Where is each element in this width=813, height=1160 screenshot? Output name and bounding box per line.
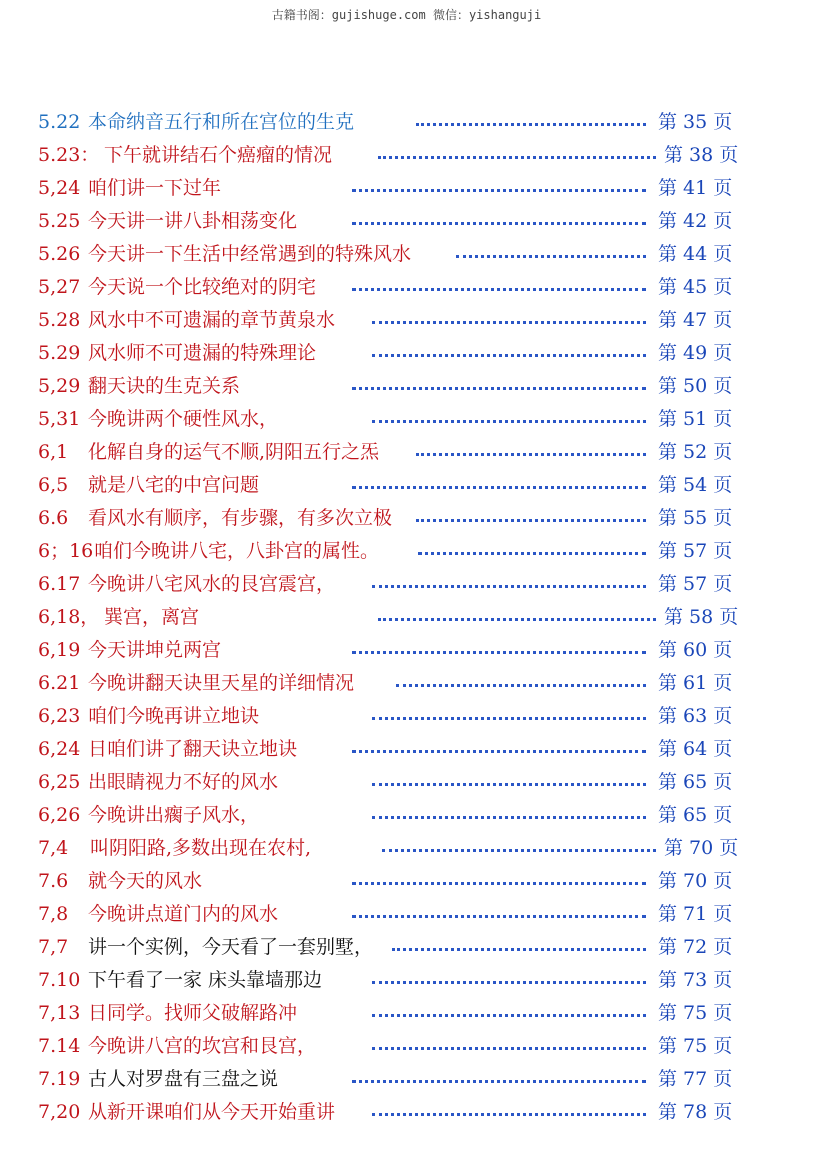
toc-entry[interactable]: [38, 1063, 798, 1096]
toc-entry-number: 7.14: [38, 1035, 81, 1057]
toc-entry-page: 第 51 页: [658, 408, 733, 430]
toc-entry-title: 今晚讲两个硬性风水，: [88, 408, 279, 430]
toc-entry-title: 今天讲一下生活中经常遇到的特殊风水: [88, 243, 412, 265]
table-of-contents: [38, 106, 798, 1129]
toc-entry-number: 6；16: [38, 540, 94, 562]
toc-entry-number: 5,27: [38, 276, 81, 298]
dot-leader: [378, 618, 656, 621]
toc-entry[interactable]: [38, 865, 798, 898]
toc-entry-title: 今天讲一讲八卦相荡变化: [88, 210, 298, 232]
toc-entry-number: 7,8: [38, 903, 69, 925]
toc-entry-title: 讲一个实例，今天看了一套别墅，: [88, 936, 374, 958]
toc-entry-title: 今晚讲点道门内的风水: [88, 903, 279, 925]
toc-entry-page: 第 70 页: [664, 837, 739, 859]
toc-entry-number: 6.6: [38, 507, 69, 529]
toc-entry-number: 6,25: [38, 771, 81, 793]
toc-entry[interactable]: [38, 832, 798, 865]
toc-entry-page: 第 65 页: [658, 804, 733, 826]
toc-entry-page: 第 75 页: [658, 1002, 733, 1024]
toc-entry-number: 7,13: [38, 1002, 81, 1024]
dot-leader: [372, 1014, 646, 1017]
toc-entry-page: 第 54 页: [658, 474, 733, 496]
toc-entry-title: 日咱们讲了翻天诀立地诀: [88, 738, 298, 760]
toc-entry[interactable]: [38, 766, 798, 799]
toc-entry-page: 第 58 页: [664, 606, 739, 628]
dot-leader: [396, 684, 646, 687]
toc-entry[interactable]: [38, 799, 798, 832]
toc-entry-page: 第 47 页: [658, 309, 733, 331]
dot-leader: [372, 585, 646, 588]
toc-entry-page: 第 73 页: [658, 969, 733, 991]
toc-entry-title: 风水师不可遗漏的特殊理论: [88, 342, 317, 364]
toc-entry[interactable]: [38, 370, 798, 403]
toc-entry-number: 5.26: [38, 243, 81, 265]
toc-entry-title: 看风水有顺序，有步骤，有多次立极: [88, 507, 393, 529]
toc-entry-page: 第 63 页: [658, 705, 733, 727]
toc-entry-title: 翻天诀的生克关系: [88, 375, 241, 397]
toc-entry-page: 第 50 页: [658, 375, 733, 397]
dot-leader: [382, 849, 656, 852]
dot-leader: [372, 717, 646, 720]
toc-entry-page: 第 44 页: [658, 243, 733, 265]
toc-entry-number: 6.17: [38, 573, 81, 595]
toc-entry-title: 下午就讲结石个癌瘤的情况: [104, 144, 333, 166]
dot-leader: [372, 981, 646, 984]
dot-leader: [372, 420, 646, 423]
toc-entry-number: 7,7: [38, 936, 69, 958]
toc-entry-number: 6,26: [38, 804, 81, 826]
toc-entry[interactable]: [38, 205, 798, 238]
toc-entry-page: 第 38 页: [664, 144, 739, 166]
toc-entry-title: 化解自身的运气不顺,阴阳五行之炁: [88, 441, 380, 463]
dot-leader: [352, 189, 646, 192]
toc-entry[interactable]: [38, 535, 798, 568]
page-header: 古籍书阁：gujishuge.com 微信：yishanguji: [271, 8, 542, 22]
toc-entry-title: 叫阴阳路,多数出现在农村,: [90, 837, 312, 859]
dot-leader: [352, 288, 646, 291]
toc-entry[interactable]: [38, 304, 798, 337]
toc-entry-page: 第 41 页: [658, 177, 733, 199]
toc-entry[interactable]: [38, 469, 798, 502]
toc-entry-page: 第 71 页: [658, 903, 733, 925]
dot-leader: [352, 915, 646, 918]
toc-entry[interactable]: [38, 733, 798, 766]
toc-entry-title: 今天说一个比较绝对的阴宅: [88, 276, 317, 298]
toc-entry-title: 从新开课咱们从今天开始重讲: [88, 1101, 336, 1123]
toc-entry[interactable]: [38, 172, 798, 205]
toc-entry-number: 6.21: [38, 672, 81, 694]
toc-entry[interactable]: [38, 337, 798, 370]
toc-entry-page: 第 65 页: [658, 771, 733, 793]
toc-entry-title: 咱们讲一下过年: [88, 177, 222, 199]
toc-entry[interactable]: [38, 436, 798, 469]
toc-entry-number: 6,24: [38, 738, 81, 760]
dot-leader: [352, 222, 646, 225]
toc-entry[interactable]: [38, 1096, 798, 1129]
toc-entry[interactable]: [38, 898, 798, 931]
toc-entry-page: 第 42 页: [658, 210, 733, 232]
toc-entry-page: 第 55 页: [658, 507, 733, 529]
dot-leader: [372, 321, 646, 324]
toc-entry[interactable]: [38, 238, 798, 271]
dot-leader: [392, 948, 646, 951]
toc-entry[interactable]: [38, 601, 798, 634]
dot-leader: [352, 486, 646, 489]
dot-leader: [352, 651, 646, 654]
dot-leader: [372, 1113, 646, 1116]
toc-entry-title: 本命纳音五行和所在宫位的生克: [88, 111, 355, 133]
toc-entry-number: 5.22: [38, 111, 81, 133]
toc-entry-title: 今晚讲翻天诀里天星的详细情况: [88, 672, 355, 694]
toc-entry[interactable]: [38, 271, 798, 304]
toc-entry-number: 5.25: [38, 210, 81, 232]
dot-leader: [352, 387, 646, 390]
toc-entry-number: 5,31: [38, 408, 81, 430]
toc-entry-title: 今晚讲八宅风水的艮宫震宫，: [88, 573, 336, 595]
toc-entry[interactable]: [38, 700, 798, 733]
toc-entry-title: 巽宫，离宫: [104, 606, 200, 628]
dot-leader: [456, 255, 646, 258]
dot-leader: [416, 519, 646, 522]
toc-entry-number: 5,24: [38, 177, 81, 199]
toc-entry-title: 咱们今晚讲八宅，八卦宫的属性。: [94, 540, 380, 562]
toc-entry-title: 下午看了一家 床头靠墙那边: [88, 969, 323, 991]
toc-entry[interactable]: [38, 634, 798, 667]
toc-entry-page: 第 70 页: [658, 870, 733, 892]
toc-entry[interactable]: [38, 964, 798, 997]
dot-leader: [372, 783, 646, 786]
toc-entry-number: 5,29: [38, 375, 81, 397]
toc-entry-number: 5.28: [38, 309, 81, 331]
toc-entry-number: 7.19: [38, 1068, 81, 1090]
toc-entry-page: 第 52 页: [658, 441, 733, 463]
dot-leader: [416, 123, 646, 126]
toc-entry[interactable]: [38, 997, 798, 1030]
toc-entry-page: 第 35 页: [658, 111, 733, 133]
toc-entry-page: 第 57 页: [658, 573, 733, 595]
toc-entry[interactable]: [38, 403, 798, 436]
toc-entry-page: 第 49 页: [658, 342, 733, 364]
toc-entry-number: 6,23: [38, 705, 81, 727]
toc-entry-number: 7.6: [38, 870, 69, 892]
toc-entry-page: 第 64 页: [658, 738, 733, 760]
toc-entry[interactable]: [38, 139, 798, 172]
dot-leader: [416, 453, 646, 456]
toc-entry-title: 古人对罗盘有三盘之说: [88, 1068, 279, 1090]
toc-entry-title: 风水中不可遗漏的章节黄泉水: [88, 309, 336, 331]
toc-entry-title: 今天讲坤兑两宫: [88, 639, 222, 661]
toc-entry-title: 咱们今晚再讲立地诀: [88, 705, 260, 727]
toc-entry[interactable]: [38, 931, 798, 964]
toc-entry-number: 7.10: [38, 969, 81, 991]
toc-entry-page: 第 78 页: [658, 1101, 733, 1123]
dot-leader: [352, 1080, 646, 1083]
toc-entry-page: 第 75 页: [658, 1035, 733, 1057]
dot-leader: [352, 882, 646, 885]
toc-entry-number: 6,5: [38, 474, 69, 496]
toc-entry-page: 第 61 页: [658, 672, 733, 694]
toc-entry-page: 第 60 页: [658, 639, 733, 661]
dot-leader: [372, 354, 646, 357]
toc-entry-page: 第 57 页: [658, 540, 733, 562]
toc-entry[interactable]: [38, 667, 798, 700]
toc-entry[interactable]: [38, 502, 798, 535]
dot-leader: [418, 552, 646, 555]
toc-entry-number: 7,4: [38, 837, 69, 859]
dot-leader: [352, 750, 646, 753]
toc-entry-number: 5.23：: [38, 144, 100, 166]
toc-entry[interactable]: [38, 106, 798, 139]
toc-entry[interactable]: [38, 568, 798, 601]
toc-entry-number: 7,20: [38, 1101, 81, 1123]
toc-entry-page: 第 45 页: [658, 276, 733, 298]
toc-entry-number: 6,1: [38, 441, 69, 463]
dot-leader: [378, 156, 656, 159]
toc-entry-page: 第 72 页: [658, 936, 733, 958]
dot-leader: [372, 1047, 646, 1050]
toc-entry-title: 今晚讲八宫的坎宫和艮宫，: [88, 1035, 317, 1057]
toc-entry-number: 5.29: [38, 342, 81, 364]
dot-leader: [372, 816, 646, 819]
toc-entry-page: 第 77 页: [658, 1068, 733, 1090]
toc-entry-number: 6,19: [38, 639, 81, 661]
toc-entry-title: 就是八宅的中宫问题: [88, 474, 260, 496]
toc-entry-title: 出眼睛视力不好的风水: [88, 771, 279, 793]
toc-entry-number: 6,18，: [38, 606, 100, 628]
toc-entry-title: 今晚讲出瘸子风水，: [88, 804, 260, 826]
toc-entry-title: 就今天的风水: [88, 870, 203, 892]
toc-entry[interactable]: [38, 1030, 798, 1063]
toc-entry-title: 日同学。找师父破解路冲: [88, 1002, 298, 1024]
